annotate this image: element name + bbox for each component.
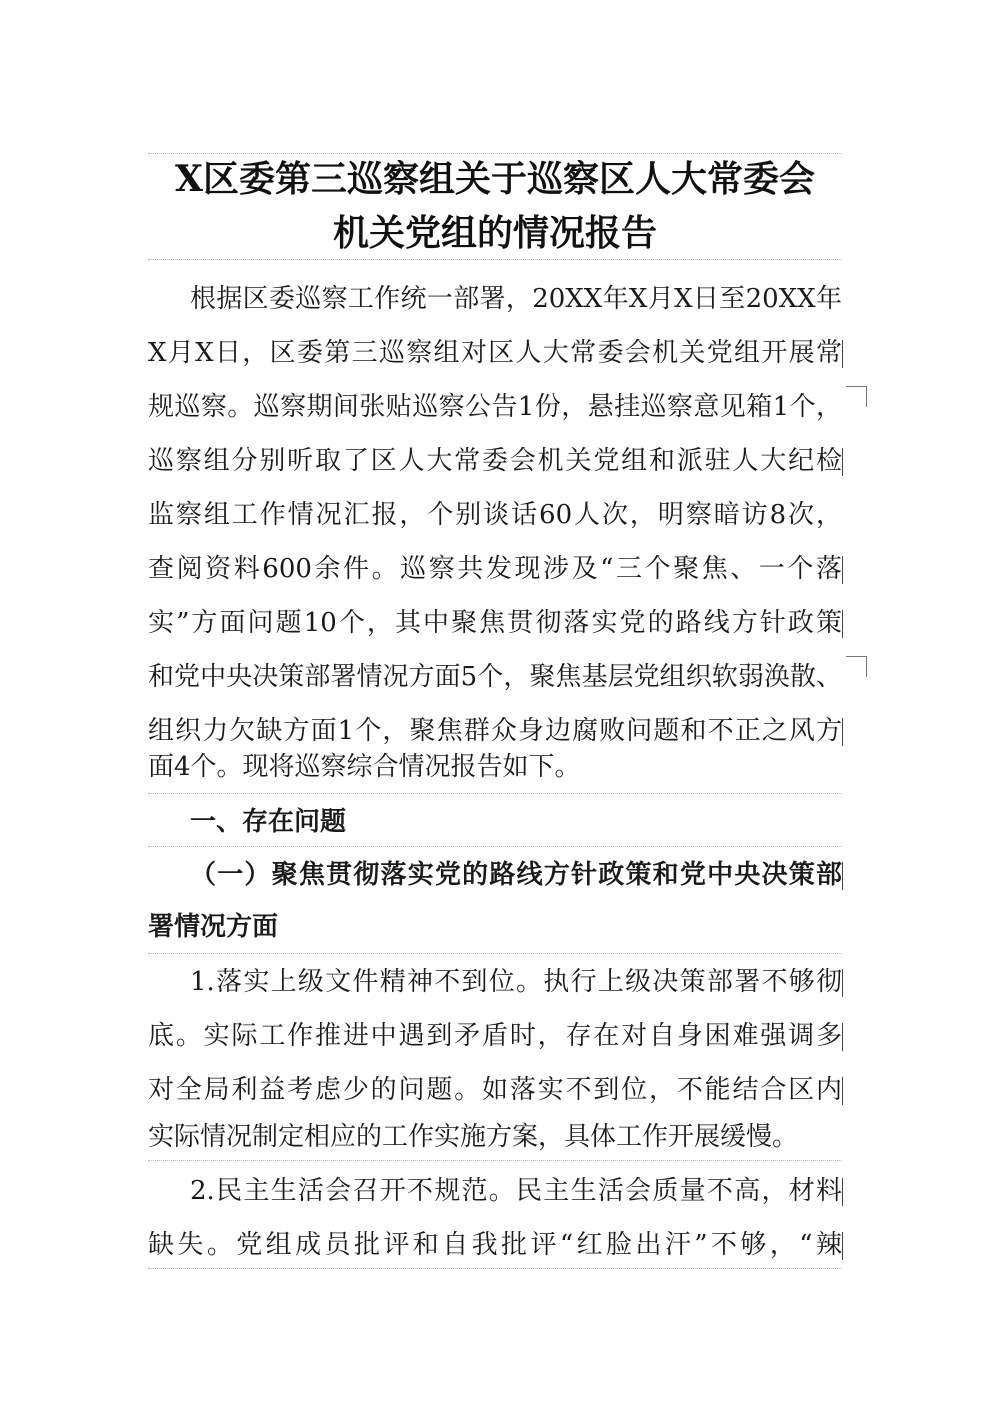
margin-mark: [842, 1178, 843, 1206]
intro-line: 查阅资料600余件。巡察共发现涉及“三个聚焦、一个落: [148, 554, 842, 584]
margin-mark: [842, 340, 843, 368]
title-bottom-rule: [148, 259, 842, 260]
item2-line: 2.民主生活会召开不规范。民主生活会质量不高，材料: [190, 1176, 842, 1206]
intro-line: X月X日，区委第三巡察组对区人大常委会机关党组开展常: [148, 338, 842, 368]
margin-mark: [842, 969, 843, 997]
item1-line: 对全局利益考虑少的问题。如落实不到位，不能结合区内: [148, 1075, 842, 1105]
subsection-heading-line: （一）聚焦贯彻落实党的路线方针政策和党中央决策部: [190, 860, 842, 890]
item1-line: 1.落实上级文件精神不到位。执行上级决策部署不够彻: [190, 967, 842, 997]
section-heading: 一、存在问题: [190, 807, 347, 837]
document-title-line-2: 机关党组的情况报告: [332, 212, 657, 254]
margin-mark: [842, 556, 843, 584]
intro-line: 实”方面问题10个，其中聚焦贯彻落实党的路线方针政策: [148, 608, 842, 638]
subsection-heading-line: 署情况方面: [148, 912, 279, 942]
intro-line: 根据区委巡察工作统一部署，20XX年X月X日至20XX年: [190, 284, 842, 314]
intro-line: 面4个。现将巡察综合情况报告如下。: [148, 752, 581, 782]
intro-line: 监察组工作情况汇报，个别谈话60人次，明察暗访8次，: [148, 500, 842, 530]
margin-mark: [842, 1232, 843, 1260]
paragraph-rule: [148, 953, 842, 954]
intro-line: 和党中央决策部署情况方面5个，聚焦基层党组织软弱涣散、: [148, 662, 842, 692]
margin-mark: [842, 448, 843, 476]
margin-mark: [842, 862, 843, 890]
intro-line: 组织力欠缺方面1个，聚焦群众身边腐败问题和不正之风方: [148, 716, 842, 746]
margin-mark: [842, 610, 843, 638]
paragraph-rule: [148, 1268, 842, 1269]
item1-line: 实际情况制定相应的工作实施方案，具体工作开展缓慢。: [148, 1122, 799, 1152]
intro-line: 规巡察。巡察期间张贴巡察公告1份，悬挂巡察意见箱1个，: [148, 392, 842, 422]
margin-mark: [842, 1077, 843, 1105]
margin-mark: [842, 718, 843, 746]
paragraph-rule: [148, 1160, 842, 1161]
paragraph-rule: [148, 793, 842, 794]
intro-line: 巡察组分别听取了区人大常委会机关党组和派驻人大纪检: [148, 446, 842, 476]
corner-mark: [846, 386, 867, 407]
item1-line: 底。实际工作推进中遇到矛盾时，存在对自身困难强调多: [148, 1021, 842, 1051]
margin-mark: [842, 1023, 843, 1051]
paragraph-rule: [148, 846, 842, 847]
document-title-line-1: X区委第三巡察组关于巡察区人大常委会: [175, 158, 815, 200]
corner-mark: [846, 656, 867, 677]
item2-line: 缺失。党组成员批评和自我批评“红脸出汗”不够，“辣: [148, 1230, 842, 1260]
